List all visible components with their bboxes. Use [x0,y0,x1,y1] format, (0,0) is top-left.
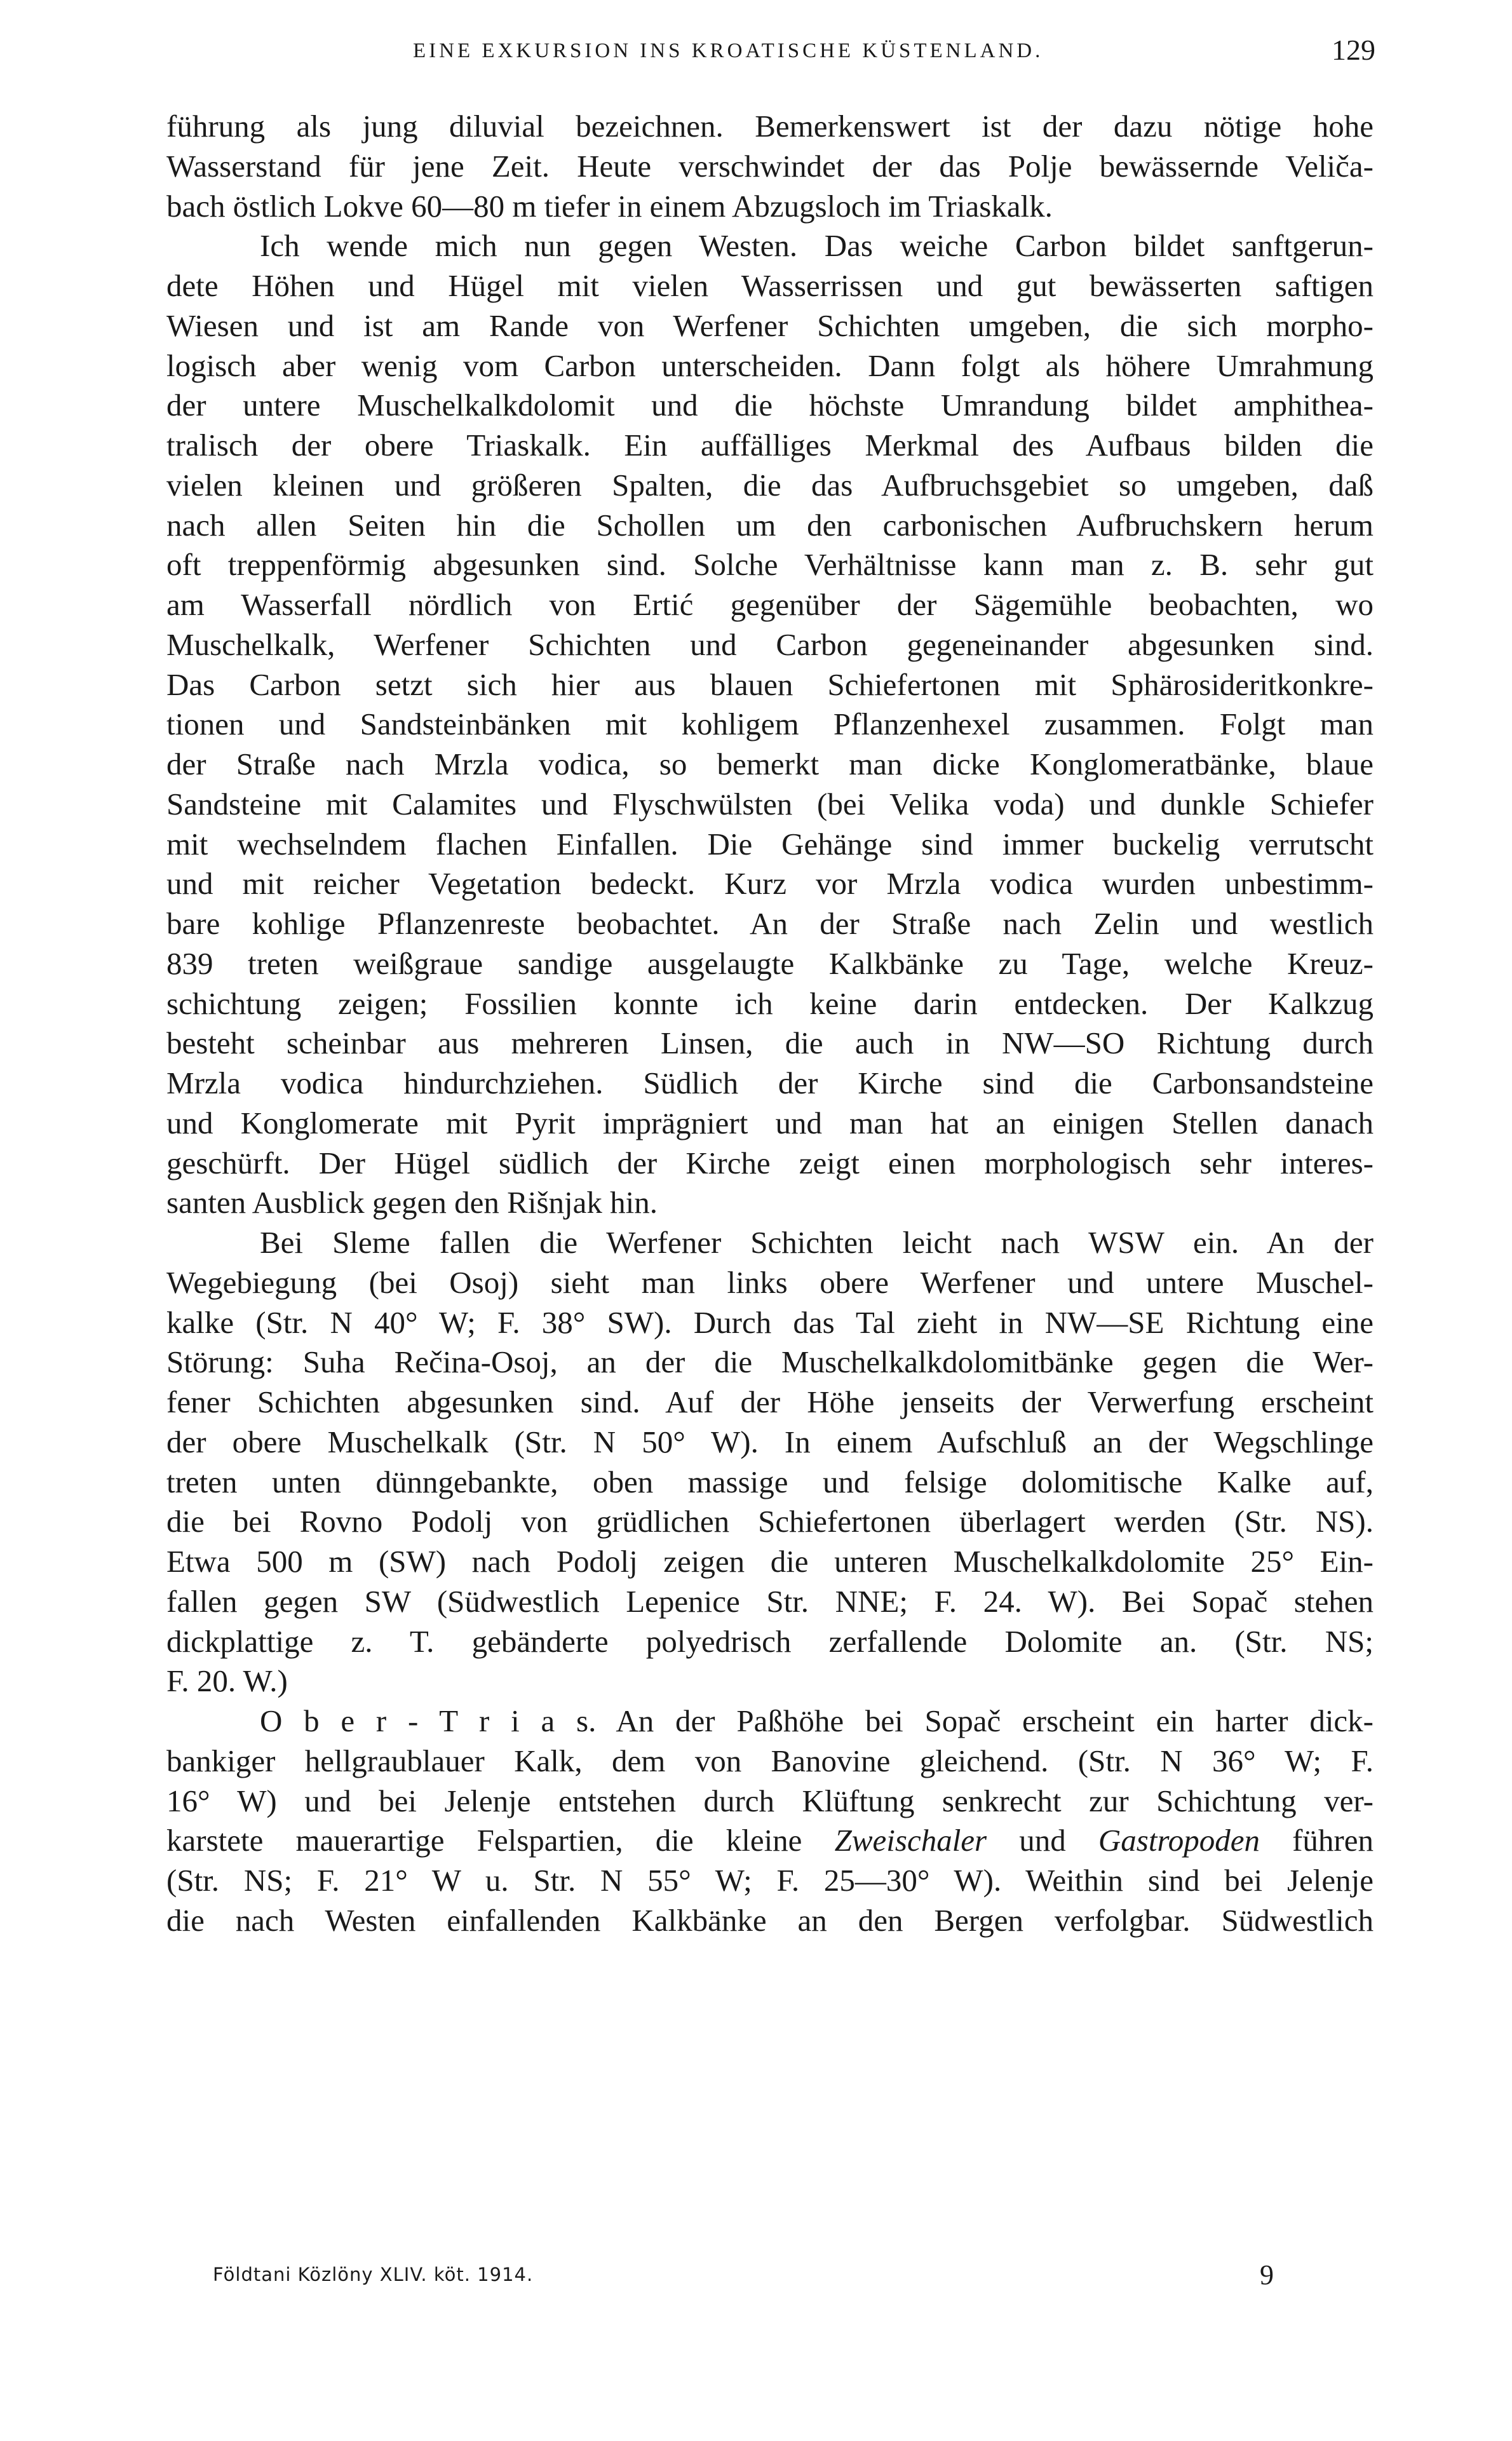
text-line: dete Höhen und Hügel mit vielen Wasserrissen und gut bewässerten saftigen [166,268,1374,303]
text-line: fallen gegen SW (Südwestlich Lepenice Str. NNE; F. 24. W). Bei Sopač stehen [166,1583,1374,1619]
text-line: Das Carbon setzt sich hier aus blauen Schiefertonen mit Sphärosideritkonkre- [166,666,1374,702]
text-line: mit wechselndem flachen Einfallen. Die Gehänge sind immer buckelig verrutscht [166,826,1374,862]
footer-signature-mark: 9 [1260,2259,1274,2290]
text-line: der Straße nach Mrzla vodica, so bemerkt man dicke Konglomeratbänke, blaue [166,747,1374,781]
text-line: bach östlich Lokve 60—80 m tiefer in einem Abzugsloch im Triaskalk. [166,188,1053,224]
text-line: Bei Sleme fallen die Werfener Schichten leicht nach WSW ein. An der [260,1225,1374,1260]
text-line: logisch aber wenig vom Carbon unterscheiden. Dann folgt als höhere Umrahmung [166,348,1374,383]
text-line: tionen und Sandsteinbänken mit kohligem Pflanzenhexel zusammen. Folgt man [166,707,1374,742]
text-line: besteht scheinbar aus mehreren Linsen, die auch in NW—SO Richtung durch [166,1025,1374,1061]
footer-journal-citation: Földtani Közlöny XLIV. köt. 1914. [213,2264,534,2285]
text-line: die nach Westen einfallenden Kalkbänke an den Bergen verfolgbar. Südwestlich [166,1902,1374,1938]
text-line: der untere Muschelkalkdolomit und die höchste Umrandung bildet amphithea- [166,388,1374,423]
text-line: bare kohlige Pflanzenreste beobachtet. An der Straße nach Zelin und westlich [166,906,1374,941]
text-line: Ich wende mich nun gegen Westen. Das weiche Carbon bildet sanftgerun- [260,228,1374,264]
page-footer [213,2259,1274,2297]
text-line: (Str. NS; F. 21° W u. Str. N 55° W; F. 25—30° W). Weithin sind bei Jelenje [166,1863,1374,1898]
text-line: O b e r - T r i a s. An der Paßhöhe bei Sopač erscheint ein harter dick- [260,1703,1374,1738]
text-line: 839 treten weißgraue sandige ausgelaugte Kalkbänke zu Tage, welche Kreuz- [166,945,1374,981]
text-line: die bei Rovno Podolj von grüdlichen Schiefertonen überlagert werden (Str. NS). [166,1504,1374,1539]
text-line: Etwa 500 m (SW) nach Podolj zeigen die unteren Muschelkalkdolomite 25° Ein- [166,1544,1374,1579]
text-line: Störung: Suha Rečina-Osoj, an der die Muschelkalkdolomitbänke gegen die Wer- [166,1344,1374,1380]
text-line: Mrzla vodica hindurchziehen. Südlich der Kirche sind die Carbonsandsteine [166,1065,1374,1100]
text-line: führung als jung diluvial bezeichnen. Bemerkenswert ist der dazu nötige hohe [166,109,1374,144]
text-line: der obere Muschelkalk (Str. N 50° W). In einem Aufschluß an der Wegschlinge [166,1424,1374,1459]
text-line: dickplattige z. T. gebänderte polyedrisch zerfallende Dolomite an. (Str. NS; [166,1623,1374,1659]
text-line: schichtung zeigen; Fossilien konnte ich keine darin entdecken. Der Kalkzug [166,985,1374,1021]
text-line: 16° W) und bei Jelenje entstehen durch Klüftung senkrecht zur Schichtung ver- [166,1783,1374,1818]
running-title: EINE EXKURSION INS KROATISCHE KÜSTENLAND. [413,39,1044,62]
body-text [166,107,1374,1941]
text-line: treten unten dünngebankte, oben massige und felsige dolomitische Kalke auf, [166,1464,1374,1499]
text-line: geschürft. Der Hügel südlich der Kirche zeigt einen morphologisch sehr interes- [166,1145,1374,1180]
text-line: Wegebiegung (bei Osoj) sieht man links obere Werfener und untere Muschel- [166,1264,1374,1300]
text-line: und mit reicher Vegetation bedeckt. Kurz vor Mrzla vodica wurden unbestimm- [166,866,1374,902]
text-line: oft treppenförmig abgesunken sind. Solche Verhältnisse kann man z. B. sehr gut [166,547,1374,583]
text-line: und Konglomerate mit Pyrit imprägniert und man hat an einigen Stellen danach [166,1105,1374,1140]
text-line: am Wasserfall nördlich von Ertić gegenüber der Sägemühle beobachten, wo [166,587,1374,622]
text-line: kalke (Str. N 40° W; F. 38° SW). Durch das Tal zieht in NW—SE Richtung eine [166,1304,1374,1340]
running-head [172,33,1375,71]
text-line: fener Schichten abgesunken sind. Auf der Höhe jenseits der Verwerfung erscheint [166,1384,1374,1419]
text-line: Sandsteine mit Calamites und Flyschwülsten (bei Velika voda) und dunkle Schiefer [166,786,1374,822]
text-line: bankiger hellgraublauer Kalk, dem von Banovine gleichend. (Str. N 36° W; F. [166,1743,1374,1778]
page-number: 129 [1332,34,1375,66]
text-line: Muschelkalk, Werfener Schichten und Carbon gegeneinander abgesunken sind. [166,626,1374,662]
text-line: vielen kleinen und größeren Spalten, die das Aufbruchsgebiet so umgeben, daß [166,467,1374,503]
text-line: nach allen Seiten hin die Schollen um den carbonischen Aufbruchskern herum [166,507,1374,543]
text-line: Wiesen und ist am Rande von Werfener Schichten umgeben, die sich morpho- [166,308,1374,343]
text-line: karstete mauerartige Felspartien, die kleine Zweischaler und Gastropoden führen [166,1823,1374,1858]
text-line: tralisch der obere Triaskalk. Ein auffälliges Merkmal des Aufbaus bilden die [166,428,1374,463]
text-line: F. 20. W.) [166,1663,288,1699]
text-line: Wasserstand für jene Zeit. Heute verschwindet der das Polje bewässernde Veliča- [166,148,1374,184]
text-line: santen Ausblick gegen den Rišnjak hin. [166,1185,658,1220]
